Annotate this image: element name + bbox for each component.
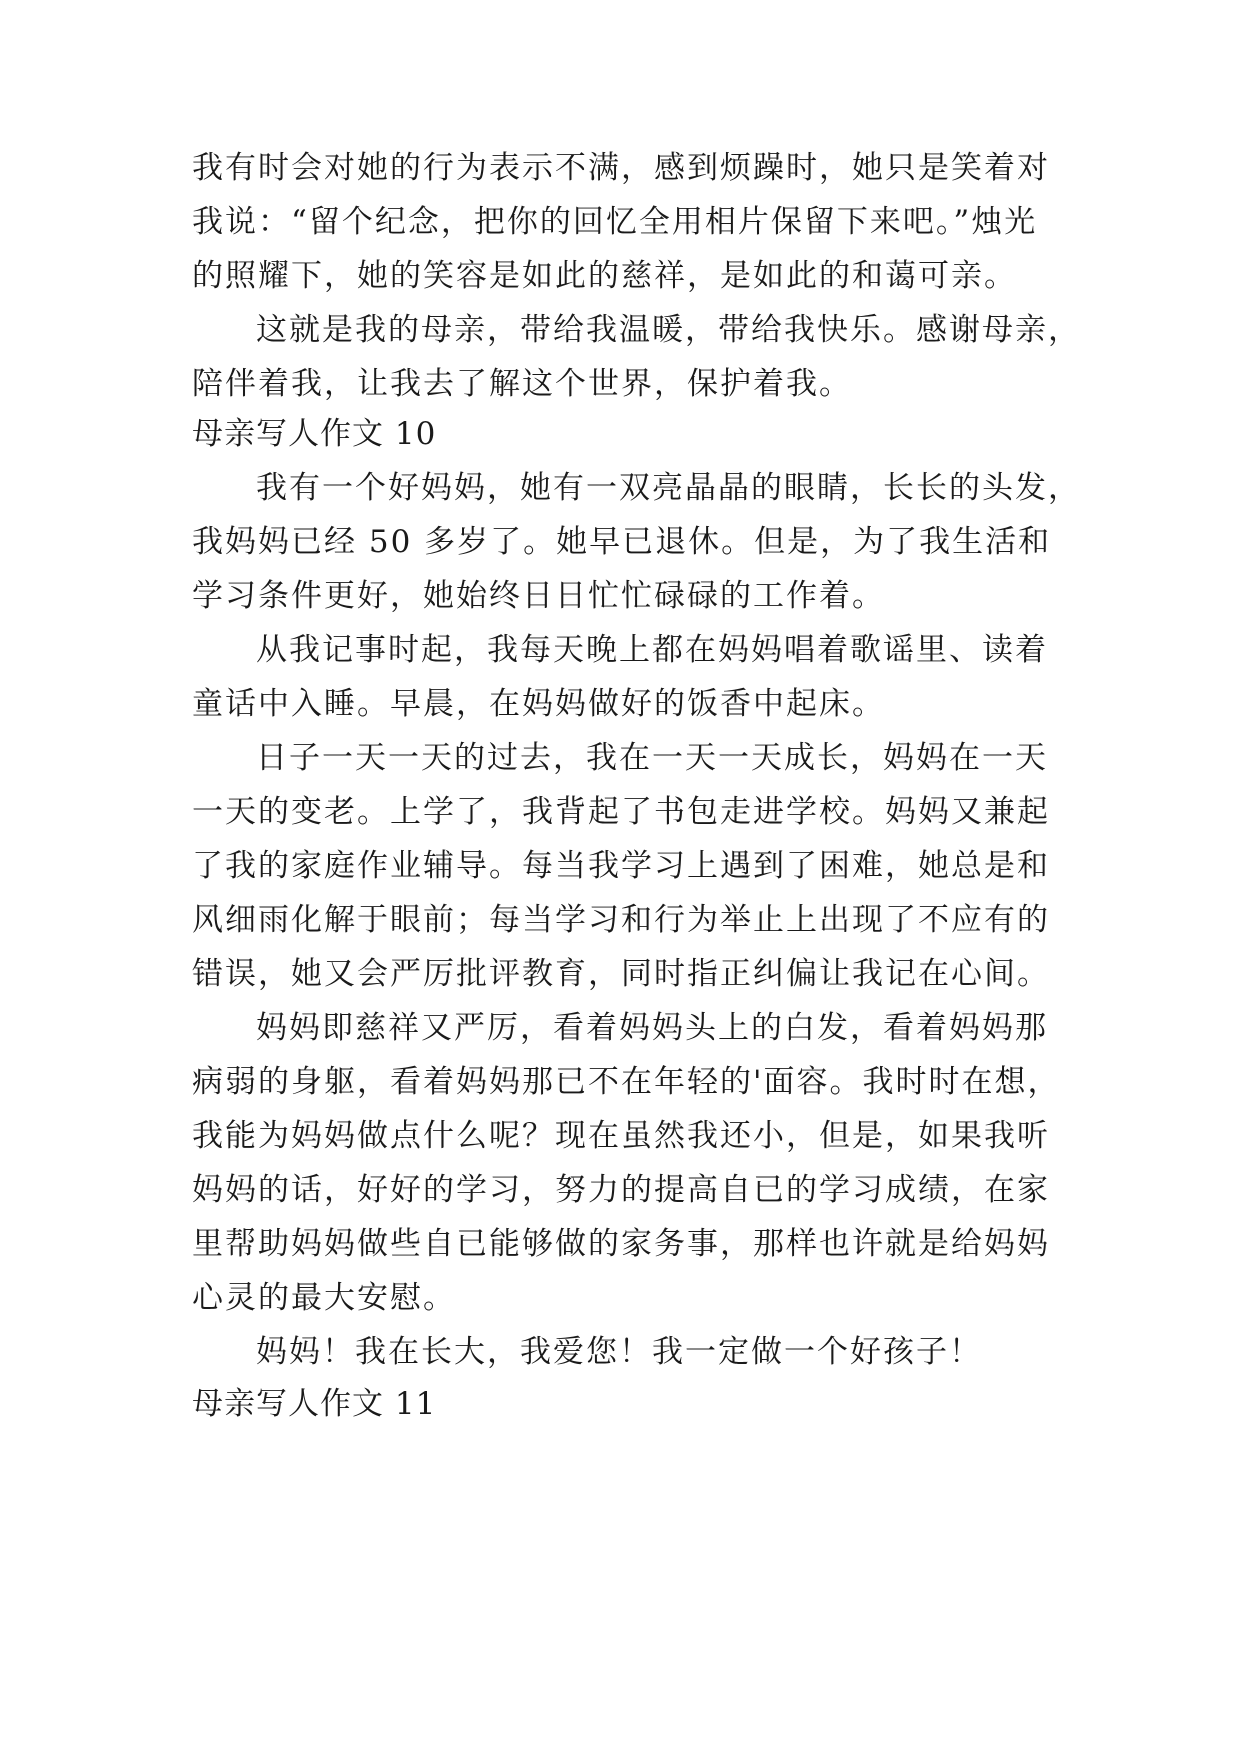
paragraph-start-line: 从我记事时起，我每天晚上都在妈妈唱着歌谣里、读着 [256,632,1048,668]
text-line: 了我的家庭作业辅导。每当我学习上遇到了困难，她总是和 [192,848,1050,884]
text-line: 妈妈的话，好好的学习，努力的提高自已的学习成绩，在家 [192,1172,1050,1208]
text-line: 一天的变老。上学了，我背起了书包走进学校。妈妈又兼起 [192,794,1050,830]
text-line: 风细雨化解于眼前；每当学习和行为举止上出现了不应有的 [192,902,1050,938]
text-line: 病弱的身躯，看着妈妈那已不在年轻的'面容。我时时在想， [192,1064,1061,1100]
paragraph-start-line: 日子一天一天的过去，我在一天一天成长，妈妈在一天 [256,740,1048,776]
text-line: 我妈妈已经 50 多岁了。她早已退休。但是，为了我生活和 [192,524,1052,560]
paragraph-start-line: 这就是我的母亲，带给我温暖，带给我快乐。感谢母亲， [256,312,1081,348]
text-line: 里帮助妈妈做些自已能够做的家务事，那样也许就是给妈妈 [192,1226,1050,1262]
paragraph-start-line: 妈妈即慈祥又严厉，看着妈妈头上的白发，看着妈妈那 [256,1010,1048,1046]
text-line: 错误，她又会严厉批评教育，同时指正纠偏让我记在心间。 [192,956,1050,992]
document-page [192,0,1081,1754]
text-line: 我能为妈妈做点什么呢？现在虽然我还小，但是，如果我听 [192,1118,1050,1154]
text-line: 我说：“留个纪念，把你的回忆全用相片保留下来吧。”烛光 [192,204,1038,240]
paragraph-start-line: 我有一个好妈妈，她有一双亮晶晶的眼睛，长长的头发， [256,470,1081,506]
section-title: 母亲写人作文 11 [192,1386,437,1422]
text-line: 陪伴着我，让我去了解这个世界，保护着我。 [192,366,852,402]
section-title: 母亲写人作文 10 [192,416,437,452]
text-line: 我有时会对她的行为表示不满，感到烦躁时，她只是笑着对 [192,150,1050,186]
text-line: 的照耀下，她的笑容是如此的慈祥，是如此的和蔼可亲。 [192,258,1017,294]
text-line: 童话中入睡。早晨，在妈妈做好的饭香中起床。 [192,686,885,722]
text-line: 学习条件更好，她始终日日忙忙碌碌的工作着。 [192,578,885,614]
paragraph-start-line: 妈妈！我在长大，我爱您！我一定做一个好孩子！ [256,1334,982,1370]
text-line: 心灵的最大安慰。 [192,1280,456,1316]
